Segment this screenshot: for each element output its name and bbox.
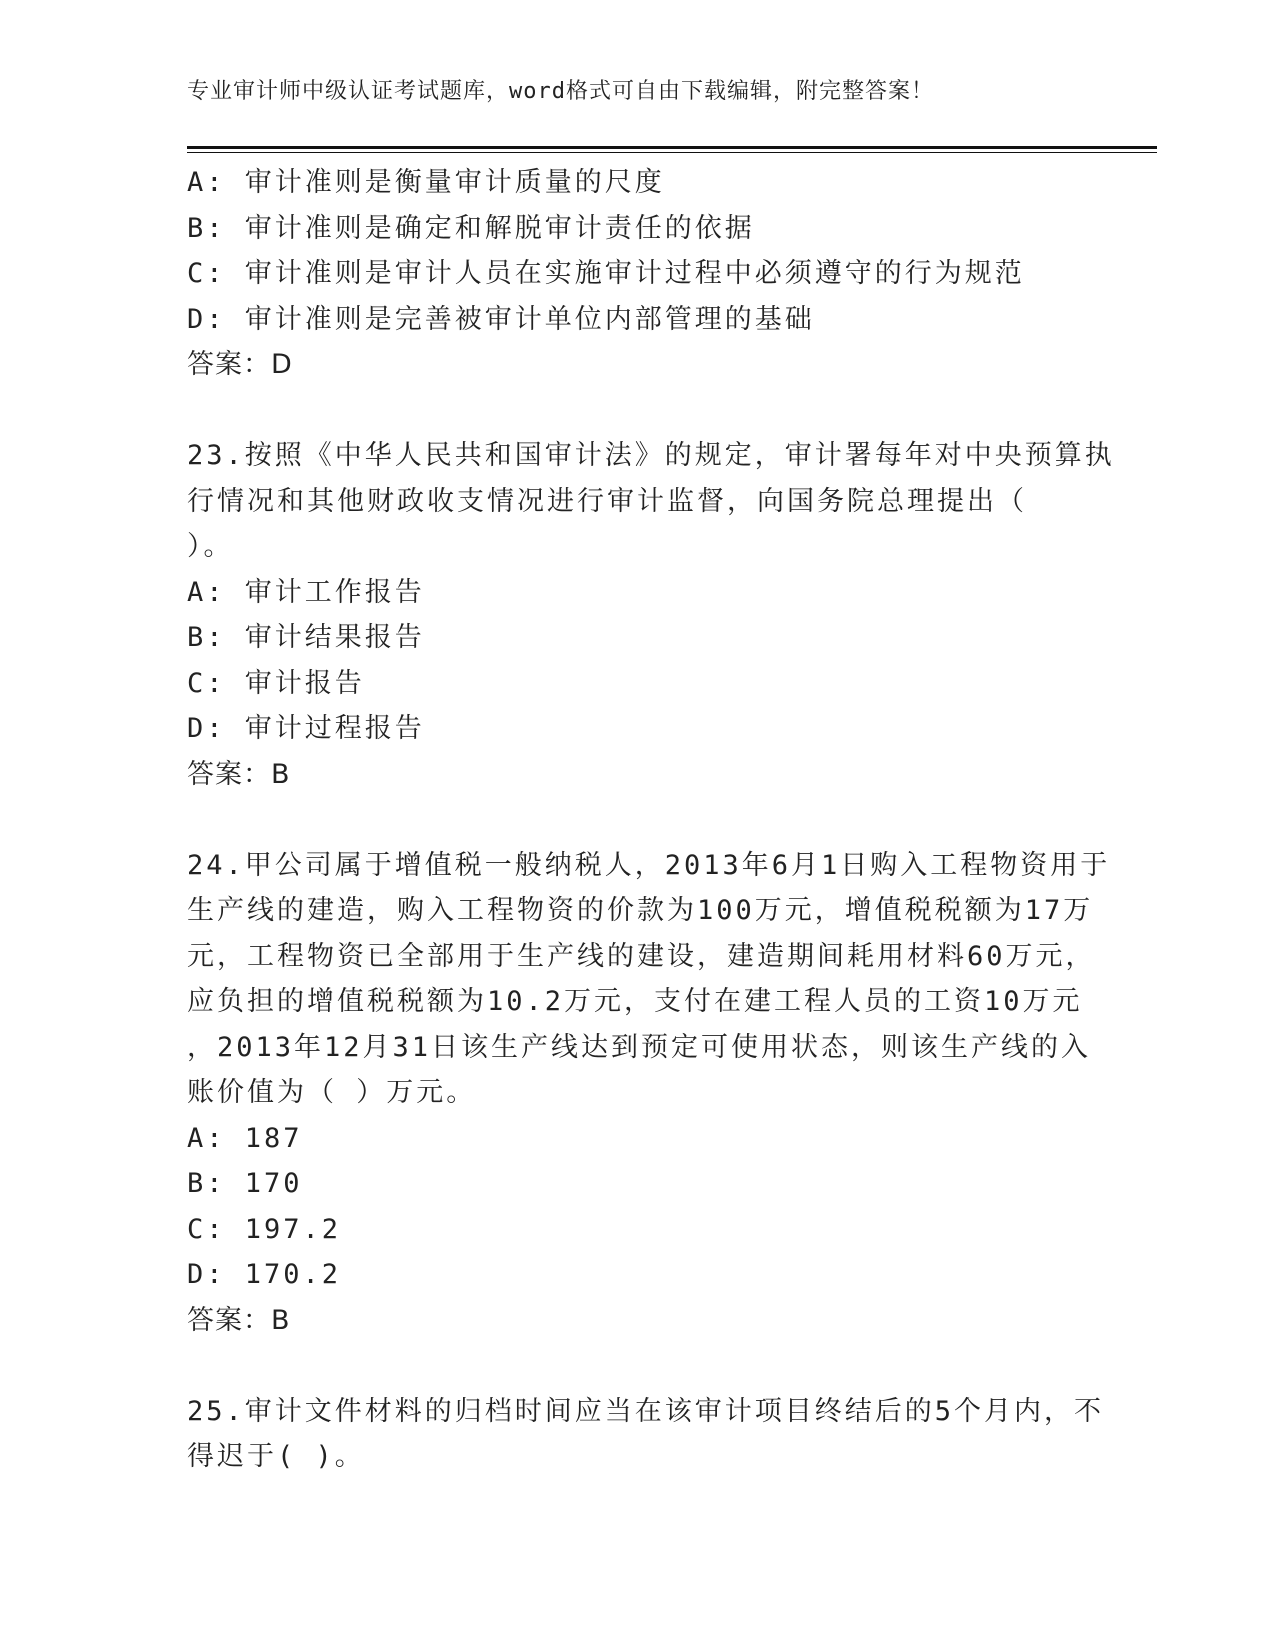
option-c: C: 审计准则是审计人员在实施审计过程中必须遵守的行为规范 [187, 258, 1025, 289]
question-stem-line: 行情况和其他财政收支情况进行审计监督，向国务院总理提出（ [187, 485, 1027, 517]
option-c: C: 197.2 [187, 1213, 342, 1245]
page-header: 专业审计师中级认证考试题库，word格式可自由下载编辑，附完整答案！ [187, 79, 934, 104]
header-rule-thin [187, 152, 1157, 153]
question-stem-line: 24.甲公司属于增值税一般纳税人，2013年6月1日购入工程物资用于 [187, 849, 1111, 881]
option-d: D: 170.2 [187, 1259, 342, 1290]
option-c: C: 审计报告 [187, 667, 365, 699]
question-stem-line: ）。 [187, 531, 234, 562]
answer: 答案：B [187, 758, 291, 790]
question-stem-line: 应负担的增值税税额为10.2万元，支付在建工程人员的工资10万元 [187, 986, 1083, 1017]
question-24 [187, 843, 1111, 1344]
option-a: A: 187 [187, 1122, 303, 1154]
question-stem-line: 得迟于( )。 [187, 1441, 365, 1472]
option-d: D: 审计准则是完善被审计单位内部管理的基础 [187, 303, 815, 335]
question-stem-line: 元，工程物资已全部用于生产线的建设，建造期间耗用材料60万元， [187, 940, 1096, 972]
question-stem-line: 账价值为（ ）万元。 [187, 1077, 477, 1108]
question-22 [187, 160, 1087, 388]
question-stem-line: 生产线的建造，购入工程物资的价款为100万元，增值税税额为17万 [187, 895, 1094, 926]
header-rule-thick [187, 146, 1157, 149]
question-25 [187, 1389, 1105, 1480]
option-b: B: 170 [187, 1168, 303, 1199]
option-b: B: 审计结果报告 [187, 622, 425, 653]
option-a: A: 审计准则是衡量审计质量的尺度 [187, 167, 665, 198]
answer: 答案：B [187, 1304, 291, 1336]
option-d: D: 审计过程报告 [187, 713, 425, 744]
question-stem-line: 23.按照《中华人民共和国审计法》的规定，审计署每年对中央预算执 [187, 440, 1115, 471]
question-stem-line: ，2013年12月31日该生产线达到预定可使用状态，则该生产线的入 [187, 1031, 1092, 1063]
question-23 [187, 433, 1115, 797]
question-stem-line: 25.审计文件材料的归档时间应当在该审计项目终结后的5个月内，不 [187, 1395, 1105, 1427]
option-a: A: 审计工作报告 [187, 576, 425, 608]
question-content [187, 160, 1115, 1480]
answer: 答案：D [187, 349, 293, 380]
option-b: B: 审计准则是确定和解脱审计责任的依据 [187, 212, 755, 244]
